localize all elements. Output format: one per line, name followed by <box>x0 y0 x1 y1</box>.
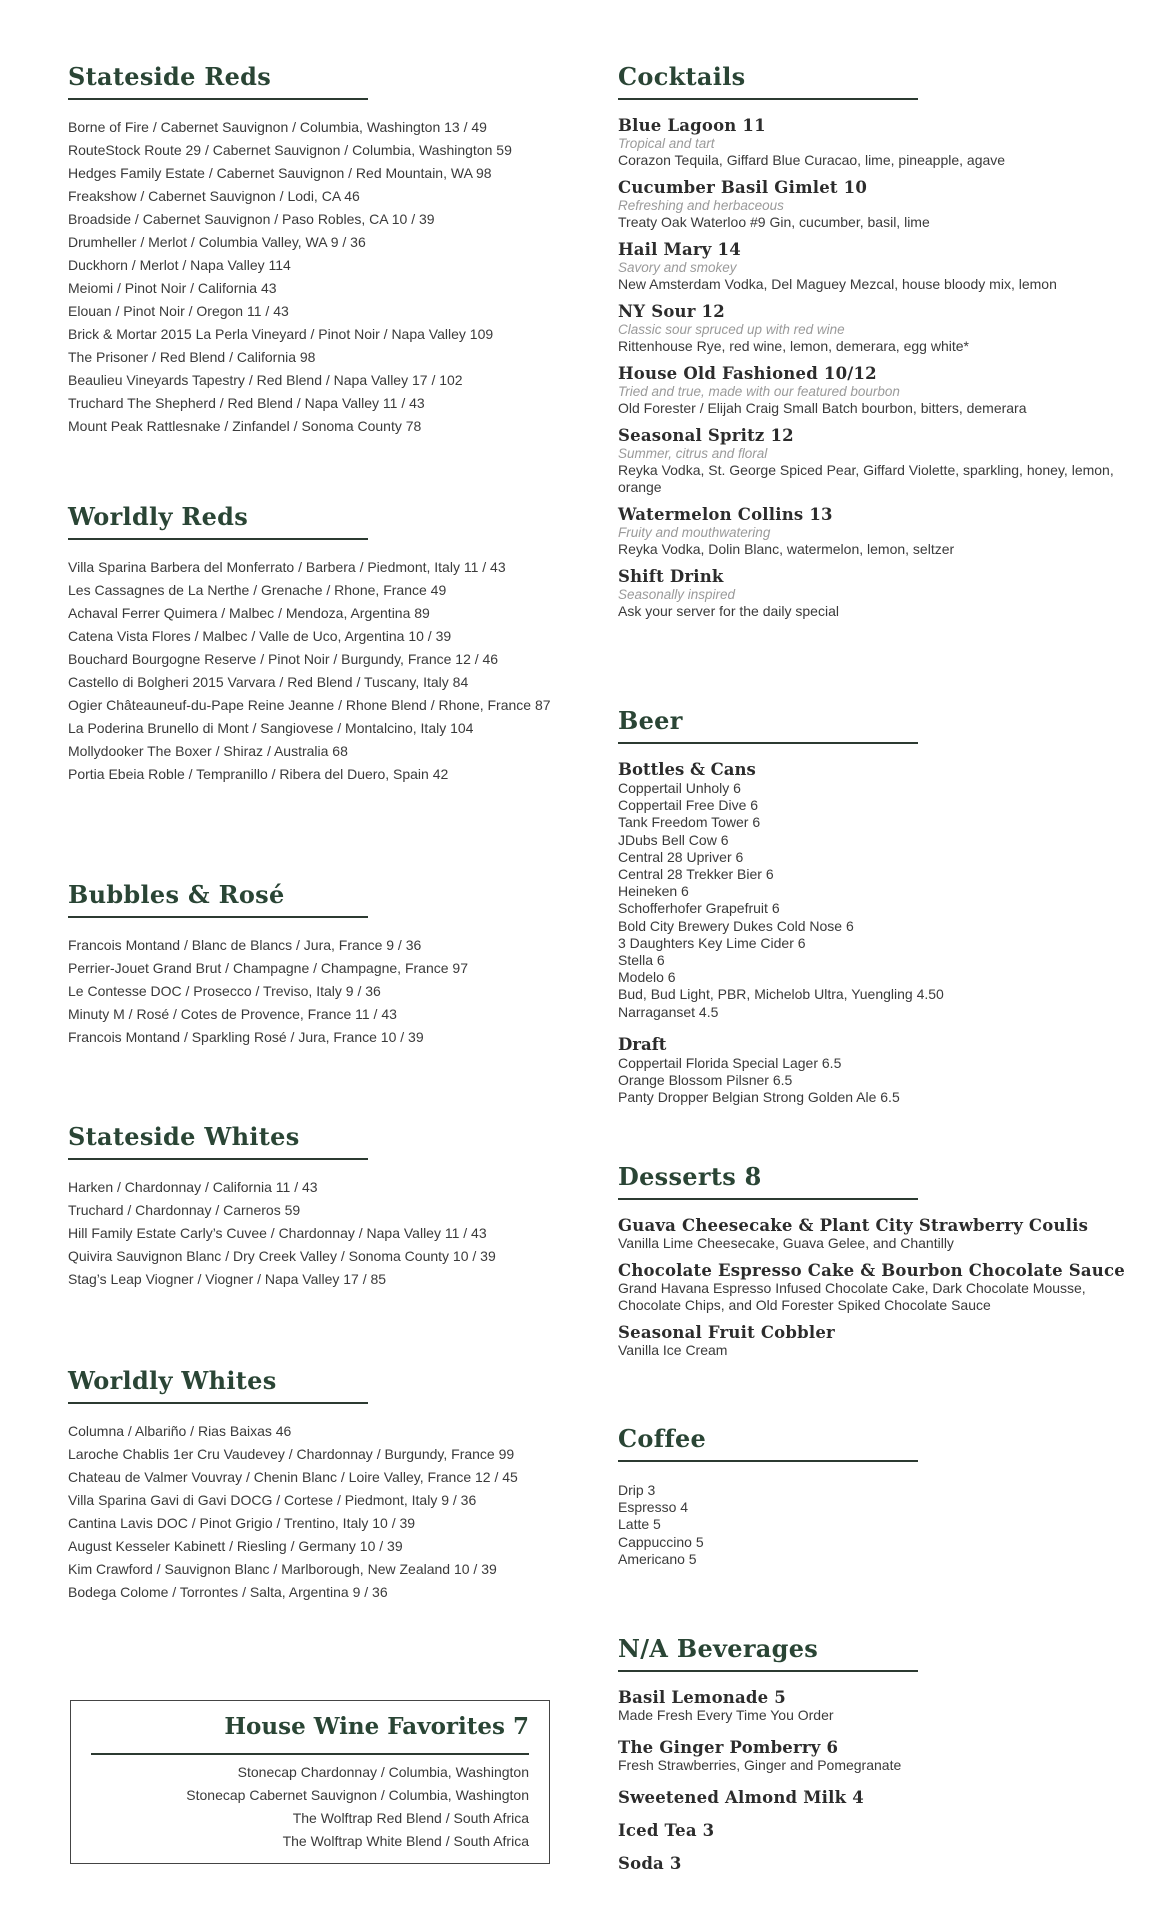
wine-item: Harken / Chardonnay / California 11 / 43 <box>68 1179 318 1195</box>
wine-item: La Poderina Brunello di Mont / Sangiovese / Montalcino, Italy 104 <box>68 720 474 736</box>
item-description: Vanilla Ice Cream <box>618 1342 728 1358</box>
wine-list <box>68 116 568 438</box>
na-item <box>618 1738 1138 1774</box>
cocktails-section <box>618 62 1138 620</box>
section-title: Stateside Reds <box>68 62 368 100</box>
beer-item: Tank Freedom Tower 6 <box>618 814 761 831</box>
wine-item: Mollydooker The Boxer / Shiraz / Australia 68 <box>68 743 348 759</box>
house-wine-title: House Wine Favorites 7 <box>224 1713 529 1740</box>
wine-item: Bodega Colome / Torrontes / Salta, Argentina 9 / 36 <box>68 1584 388 1600</box>
wine-list <box>68 556 568 786</box>
wine-item: Hedges Family Estate / Cabernet Sauvignon / Red Mountain, WA 98 <box>68 165 492 181</box>
item-description: Vanilla Lime Cheesecake, Guava Gelee, and Chantilly <box>618 1235 954 1251</box>
wine-item: Truchard / Chardonnay / Carneros 59 <box>68 1202 301 1218</box>
section-title: Desserts 8 <box>618 1162 918 1200</box>
wine-item: The Wolftrap Red Blend / South Africa <box>292 1810 529 1826</box>
beer-section <box>618 706 1138 1106</box>
stateside-whites-section <box>68 1122 568 1291</box>
item-description: New Amsterdam Vodka, Del Maguey Mezcal, house bloody mix, lemon <box>618 276 1057 292</box>
wine-item: Meiomi / Pinot Noir / California 43 <box>68 280 277 296</box>
item-name: Seasonal Fruit Cobbler <box>618 1323 835 1342</box>
item-name: Cucumber Basil Gimlet 10 <box>618 178 868 197</box>
na-beverages-section <box>618 1634 1138 1873</box>
wine-item: Stonecap Cabernet Sauvignon / Columbia, Washington <box>186 1787 529 1803</box>
section-title: N/A Beverages <box>618 1634 918 1672</box>
coffee-item: Latte 5 <box>618 1516 661 1533</box>
wine-item: Stag’s Leap Viogner / Viogner / Napa Valley 17 / 85 <box>68 1271 387 1287</box>
wine-item: Stonecap Chardonnay / Columbia, Washington <box>237 1764 529 1780</box>
section-title: Beer <box>618 706 918 744</box>
na-item <box>618 1854 1138 1873</box>
beer-item: Panty Dropper Belgian Strong Golden Ale 6.5 <box>618 1089 900 1106</box>
item-name: Sweetened Almond Milk 4 <box>618 1788 864 1807</box>
wine-item: Castello di Bolgheri 2015 Varvara / Red Blend / Tuscany, Italy 84 <box>68 674 469 690</box>
wine-list <box>68 1420 568 1604</box>
wine-item: Bouchard Bourgogne Reserve / Pinot Noir / Burgundy, France 12 / 46 <box>68 651 499 667</box>
na-item <box>618 1688 1138 1724</box>
bottles-list <box>618 780 1138 1021</box>
item-tagline: Seasonally inspired <box>618 587 736 602</box>
coffee-item: Americano 5 <box>618 1550 697 1567</box>
item-description: Rittenhouse Rye, red wine, lemon, demerara, egg white* <box>618 338 969 354</box>
beer-item: Narraganset 4.5 <box>618 1003 719 1020</box>
wine-item: Kim Crawford / Sauvignon Blanc / Marlborough, New Zealand 10 / 39 <box>68 1561 497 1577</box>
item-name: NY Sour 12 <box>618 302 725 321</box>
item-tagline: Savory and smokey <box>618 260 737 275</box>
item-name: Watermelon Collins 13 <box>618 505 833 524</box>
item-name: Basil Lemonade 5 <box>618 1688 786 1707</box>
divider <box>91 1753 529 1755</box>
wine-item: Ogier Châteauneuf-du-Pape Reine Jeanne / Rhone Blend / Rhone, France 87 <box>68 697 551 713</box>
item-description: Treaty Oak Waterloo #9 Gin, cucumber, basil, lime <box>618 214 930 230</box>
beer-item: Central 28 Trekker Bier 6 <box>618 866 774 883</box>
item-description: Reyka Vodka, Dolin Blanc, watermelon, lemon, seltzer <box>618 541 955 557</box>
wine-item: Le Contesse DOC / Prosecco / Treviso, Italy 9 / 36 <box>68 983 381 999</box>
cocktail-item <box>618 505 1138 558</box>
cocktail-item <box>618 240 1138 293</box>
section-title: Cocktails <box>618 62 918 100</box>
dessert-item <box>618 1323 1138 1359</box>
item-name: Seasonal Spritz 12 <box>618 426 794 445</box>
dessert-item <box>618 1216 1138 1252</box>
dessert-item <box>618 1261 1138 1314</box>
wine-item: Hill Family Estate Carly’s Cuvee / Chardonnay / Napa Valley 11 / 43 <box>68 1225 487 1241</box>
item-name: Shift Drink <box>618 567 724 586</box>
item-name: Soda 3 <box>618 1854 682 1873</box>
wine-item: Portia Ebeia Roble / Tempranillo / Ribera del Duero, Spain 42 <box>68 766 449 782</box>
beer-item: Stella 6 <box>618 952 665 969</box>
wine-item: Catena Vista Flores / Malbec / Valle de Uco, Argentina 10 / 39 <box>68 628 452 644</box>
bottles-title: Bottles & Cans <box>618 760 756 779</box>
item-tagline: Tropical and tart <box>618 136 715 151</box>
beer-item: Modelo 6 <box>618 969 676 986</box>
wine-item: Villa Sparina Gavi di Gavi DOCG / Cortese / Piedmont, Italy 9 / 36 <box>68 1492 477 1508</box>
wine-item: Mount Peak Rattlesnake / Zinfandel / Sonoma County 78 <box>68 418 422 434</box>
wine-item: The Prisoner / Red Blend / California 98 <box>68 349 316 365</box>
cocktail-item <box>618 567 1138 620</box>
cocktail-item <box>618 116 1138 169</box>
beer-item: Central 28 Upriver 6 <box>618 848 744 865</box>
cocktail-item <box>618 426 1138 496</box>
item-description: Reyka Vodka, St. George Spiced Pear, Giffard Violette, sparkling, honey, lemon, orange <box>618 462 1114 495</box>
stateside-reds-section <box>68 62 568 438</box>
item-tagline: Refreshing and herbaceous <box>618 198 784 213</box>
item-tagline: Fruity and mouthwatering <box>618 525 771 540</box>
wine-item: Elouan / Pinot Noir / Oregon 11 / 43 <box>68 303 289 319</box>
item-description: Ask your server for the daily special <box>618 603 839 619</box>
item-name: Hail Mary 14 <box>618 240 741 259</box>
item-tagline: Summer, citrus and floral <box>618 446 768 461</box>
wine-item: Minuty M / Rosé / Cotes de Provence, France 11 / 43 <box>68 1006 397 1022</box>
wine-item: Achaval Ferrer Quimera / Malbec / Mendoza, Argentina 89 <box>68 605 430 621</box>
wine-item: Borne of Fire / Cabernet Sauvignon / Columbia, Washington 13 / 49 <box>68 119 487 135</box>
coffee-item: Espresso 4 <box>618 1499 689 1516</box>
beer-item: 3 Daughters Key Lime Cider 6 <box>618 934 806 951</box>
draft-title: Draft <box>618 1034 667 1054</box>
coffee-item: Cappuccino 5 <box>618 1533 704 1550</box>
wine-item: Francois Montand / Sparkling Rosé / Jura, France 10 / 39 <box>68 1029 424 1045</box>
wine-item: Drumheller / Merlot / Columbia Valley, WA 9 / 36 <box>68 234 366 250</box>
beer-item: Heineken 6 <box>618 883 689 900</box>
wine-item: Laroche Chablis 1er Cru Vaudevey / Chardonnay / Burgundy, France 99 <box>68 1446 515 1462</box>
coffee-list <box>618 1482 1138 1568</box>
item-tagline: Tried and true, made with our featured bourbon <box>618 384 900 399</box>
wine-item: Duckhorn / Merlot / Napa Valley 114 <box>68 257 291 273</box>
item-description: Grand Havana Espresso Infused Chocolate Cake, Dark Chocolate Mousse, Chocolate Chips, and Old Forester Spiked Chocolate Sauce <box>618 1280 1086 1313</box>
wine-item: Les Cassagnes de La Nerthe / Grenache / Rhone, France 49 <box>68 582 447 598</box>
item-name: The Ginger Pomberry 6 <box>618 1738 839 1757</box>
wine-list <box>68 934 568 1049</box>
cocktail-item <box>618 302 1138 355</box>
wine-item: Columna / Albariño / Rias Baixas 46 <box>68 1423 292 1439</box>
cocktail-item <box>618 364 1138 417</box>
worldly-reds-section <box>68 502 568 786</box>
section-title: Bubbles & Rosé <box>68 880 368 918</box>
wine-item: Freakshow / Cabernet Sauvignon / Lodi, CA 46 <box>68 188 360 204</box>
wine-item: Francois Montand / Blanc de Blancs / Jura, France 9 / 36 <box>68 937 422 953</box>
wine-list <box>68 1176 568 1291</box>
section-title: Stateside Whites <box>68 1122 368 1160</box>
beer-item: Schofferhofer Grapefruit 6 <box>618 900 780 917</box>
wine-item: RouteStock Route 29 / Cabernet Sauvignon / Columbia, Washington 59 <box>68 142 512 158</box>
item-name: Guava Cheesecake & Plant City Strawberry Coulis <box>618 1216 1089 1235</box>
item-description: Corazon Tequila, Giffard Blue Curacao, lime, pineapple, agave <box>618 152 1006 168</box>
wine-item: Cantina Lavis DOC / Pinot Grigio / Trentino, Italy 10 / 39 <box>68 1515 416 1531</box>
wine-item: The Wolftrap White Blend / South Africa <box>282 1833 529 1849</box>
na-item <box>618 1821 1138 1840</box>
item-name: House Old Fashioned 10/12 <box>618 364 877 383</box>
item-tagline: Classic sour spruced up with red wine <box>618 322 845 337</box>
cocktail-item <box>618 178 1138 231</box>
draft-list <box>618 1055 1138 1107</box>
worldly-whites-section <box>68 1366 568 1604</box>
desserts-section <box>618 1162 1138 1359</box>
section-title: Coffee <box>618 1424 918 1462</box>
wine-item: Chateau de Valmer Vouvray / Chenin Blanc / Loire Valley, France 12 / 45 <box>68 1469 518 1485</box>
coffee-section <box>618 1424 1138 1568</box>
beer-item: Bud, Bud Light, PBR, Michelob Ultra, Yuengling 4.50 <box>618 986 944 1003</box>
bubbles-rose-section <box>68 880 568 1049</box>
house-wine-box <box>70 1700 550 1864</box>
wine-item: August Kesseler Kabinett / Riesling / Germany 10 / 39 <box>68 1538 403 1554</box>
item-description: Old Forester / Elijah Craig Small Batch bourbon, bitters, demerara <box>618 400 1027 416</box>
wine-item: Beaulieu Vineyards Tapestry / Red Blend / Napa Valley 17 / 102 <box>68 372 463 388</box>
wine-item: Villa Sparina Barbera del Monferrato / Barbera / Piedmont, Italy 11 / 43 <box>68 559 506 575</box>
wine-item: Quivira Sauvignon Blanc / Dry Creek Valley / Sonoma County 10 / 39 <box>68 1248 496 1264</box>
beer-item: JDubs Bell Cow 6 <box>618 831 729 848</box>
beer-item: Bold City Brewery Dukes Cold Nose 6 <box>618 917 854 934</box>
item-name: Chocolate Espresso Cake & Bourbon Chocolate Sauce <box>618 1261 1125 1280</box>
beer-item: Coppertail Florida Special Lager 6.5 <box>618 1054 842 1071</box>
house-wine-list <box>186 1761 529 1853</box>
section-title: Worldly Reds <box>68 502 368 540</box>
na-item <box>618 1788 1138 1807</box>
wine-item: Truchard The Shepherd / Red Blend / Napa Valley 11 / 43 <box>68 395 425 411</box>
wine-item: Perrier-Jouet Grand Brut / Champagne / Champagne, France 97 <box>68 960 468 976</box>
coffee-item: Drip 3 <box>618 1482 656 1498</box>
beer-item: Orange Blossom Pilsner 6.5 <box>618 1072 793 1089</box>
item-description: Made Fresh Every Time You Order <box>618 1707 834 1723</box>
beer-item: Coppertail Unholy 6 <box>618 780 741 796</box>
item-name: Blue Lagoon 11 <box>618 116 766 135</box>
wine-item: Brick & Mortar 2015 La Perla Vineyard / Pinot Noir / Napa Valley 109 <box>68 326 494 342</box>
wine-item: Broadside / Cabernet Sauvignon / Paso Robles, CA 10 / 39 <box>68 211 435 227</box>
item-description: Fresh Strawberries, Ginger and Pomegranate <box>618 1757 902 1773</box>
beer-item: Coppertail Free Dive 6 <box>618 797 759 814</box>
item-name: Iced Tea 3 <box>618 1821 715 1840</box>
section-title: Worldly Whites <box>68 1366 368 1404</box>
